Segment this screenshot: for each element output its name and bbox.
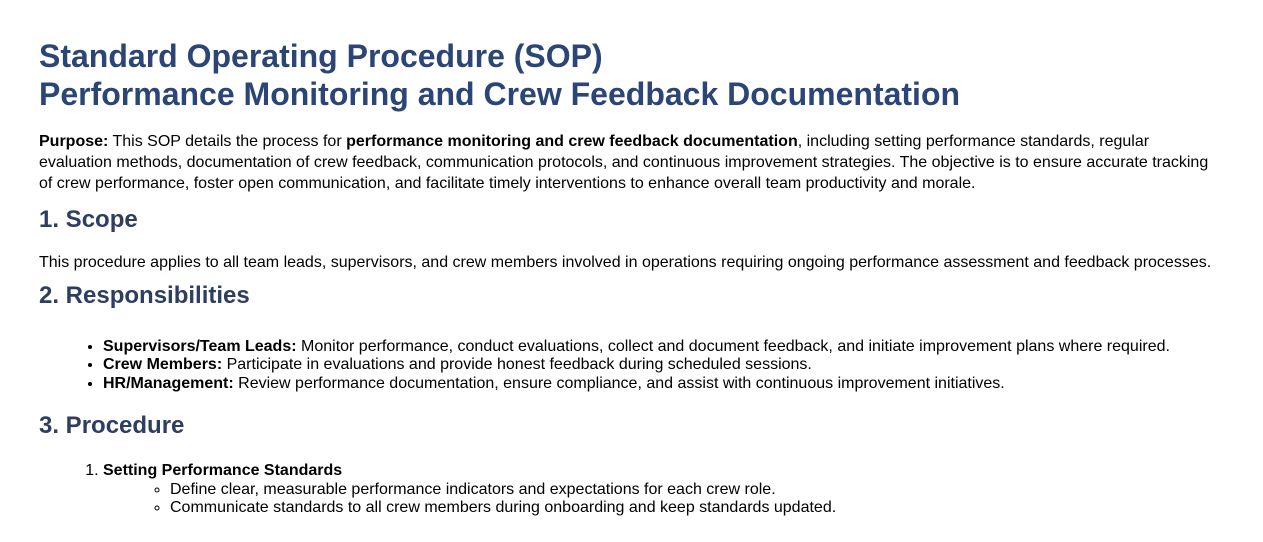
procedure-substep-list — [103, 481, 1224, 518]
list-item-supervisors — [103, 338, 1224, 356]
title-line-2: Performance Monitoring and Crew Feedback Documentation — [39, 76, 961, 112]
procedure-step-title: Setting Performance Standards — [103, 462, 343, 480]
list-item-label: HR/Management: — [103, 374, 234, 392]
responsibilities-heading: 2. Responsibilities — [39, 282, 250, 309]
list-item-label: Crew Members: — [103, 356, 223, 374]
procedure-list — [39, 462, 1224, 517]
purpose-lead-text: This SOP details the process for — [108, 133, 347, 150]
purpose-bold-phrase: performance monitoring and crew feedback documentation — [346, 133, 798, 150]
substep-item: ◦ Define clear, measurable performance indicators and expectations for each crew role. — [170, 481, 1224, 499]
list-item-crew-members — [103, 356, 1224, 374]
list-item-text: Participate in evaluations and provide honest feedback during scheduled sessions. — [222, 356, 812, 374]
purpose-label: Purpose: — [39, 133, 109, 150]
page-title — [39, 37, 1224, 113]
purpose-rest-text: , including setting performance standards, regular evaluation methods, documentation of crew feedback, communication protocols, and continuous improvement strategies. The objective is to ensure accurate tracking of crew performance, foster open communication, and facilitate timely interventions to enhance overall team productivity and morale. — [39, 133, 1209, 192]
scope-heading: 1. Scope — [39, 206, 138, 233]
list-item-label: Supervisors/Team Leads: — [103, 338, 297, 355]
procedure-step — [103, 462, 1224, 517]
list-item-text: Review performance documentation, ensure compliance, and assist with continuous improvement initiatives. — [233, 374, 1005, 392]
substep-item: ◦ Communicate standards to all crew members during onboarding and keep standards updated. — [170, 499, 1224, 517]
scope-paragraph: This procedure applies to all team leads, supervisors, and crew members involved in operations requiring ongoing performance assessment and feedback processes. — [39, 254, 1212, 271]
purpose-paragraph — [39, 131, 1224, 194]
sop-document — [0, 37, 1263, 542]
procedure-heading: 3. Procedure — [39, 412, 185, 440]
responsibilities-list — [39, 338, 1224, 393]
list-item-hr-management — [103, 375, 1224, 393]
list-item-text: Monitor performance, conduct evaluations, collect and document feedback, and initiate improvement plans where required. — [296, 338, 1170, 355]
title-line-1: Standard Operating Procedure (SOP) — [39, 38, 603, 74]
